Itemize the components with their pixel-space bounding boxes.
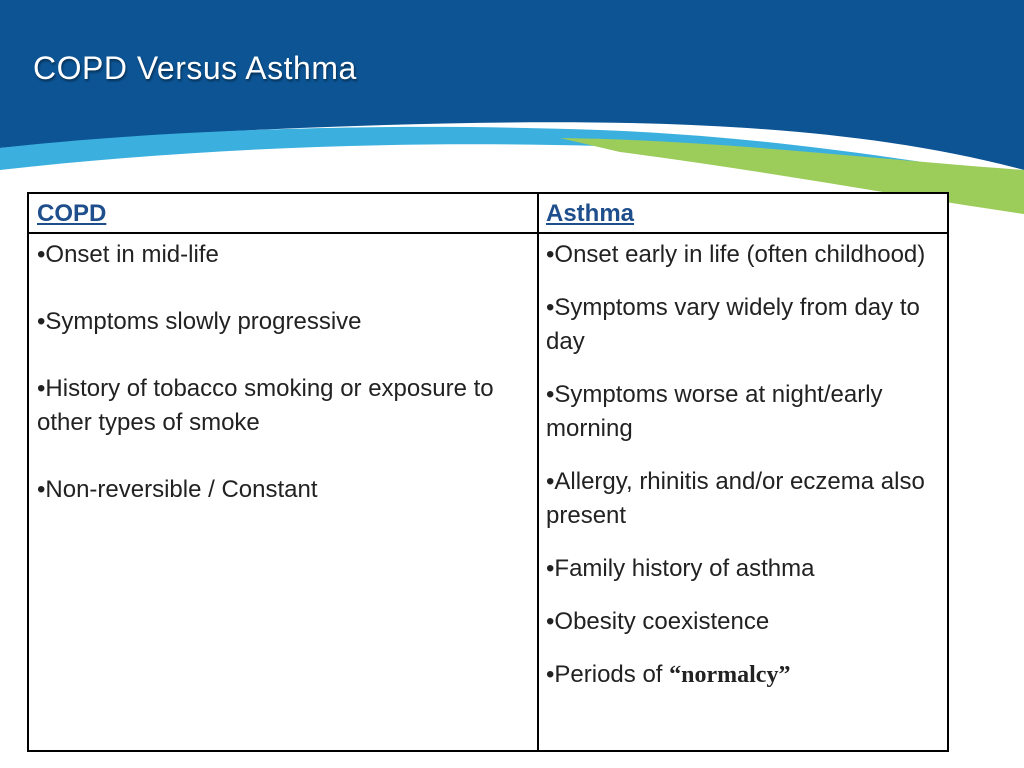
header-row-divider — [29, 232, 947, 234]
copd-column-header: COPD — [37, 200, 107, 227]
list-item-prefix: •Periods of — [546, 661, 670, 688]
list-item-periods-normalcy — [546, 658, 946, 692]
list-item: •Onset early in life (often childhood) — [546, 241, 926, 268]
list-item: •Family history of asthma — [546, 555, 815, 582]
asthma-features-list — [546, 238, 946, 711]
list-item: •Symptoms slowly progressive — [37, 308, 362, 335]
list-item: •Obesity coexistence — [546, 608, 770, 635]
slide-title: COPD Versus Asthma — [33, 50, 357, 86]
list-item: •Symptoms vary widely from day to day — [546, 294, 920, 355]
column-divider — [537, 194, 539, 750]
asthma-column-header: Asthma — [546, 200, 635, 227]
comparison-table — [27, 192, 949, 752]
list-item: •Symptoms worse at night/early morning — [546, 381, 883, 442]
list-item: •History of tobacco smoking or exposure to other types of smoke — [37, 375, 494, 436]
copd-features-list — [37, 238, 517, 540]
list-item: •Allergy, rhinitis and/or eczema also present — [546, 468, 925, 529]
list-item: •Onset in mid-life — [37, 241, 219, 268]
list-item: •Non-reversible / Constant — [37, 476, 318, 503]
normalcy-emphasis: “normalcy” — [669, 662, 791, 688]
